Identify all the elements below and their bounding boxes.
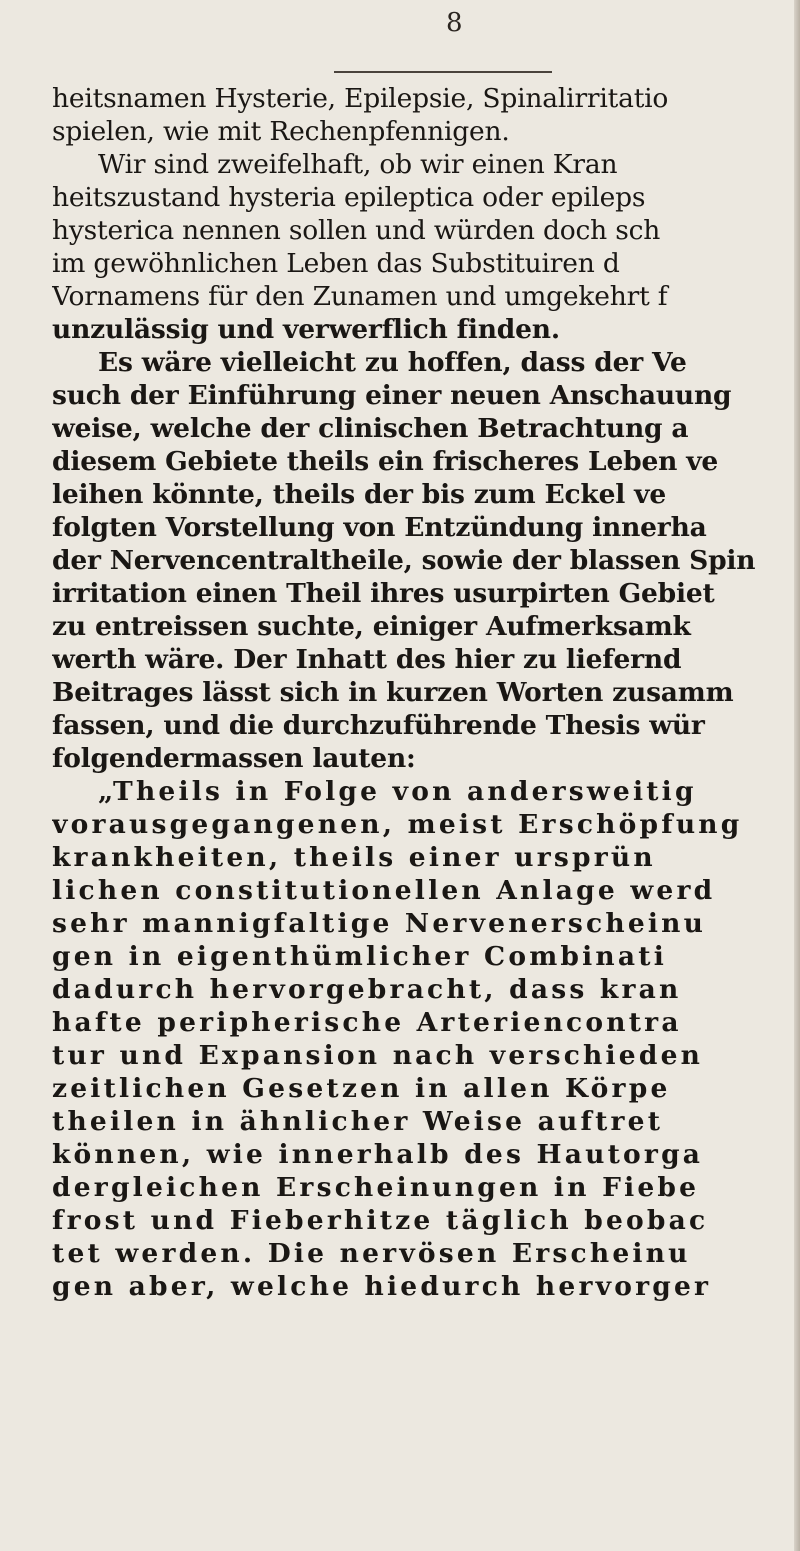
- text-line: sehr mannigfaltige Nervenerscheinu: [52, 908, 707, 939]
- text-line: krankheiten, theils einer ursprün: [52, 842, 656, 873]
- text-line: spielen, wie mit Rechenpfennigen.: [52, 116, 510, 147]
- text-line: Es wäre vielleicht zu hoffen, dass der Ve: [98, 347, 687, 378]
- text-line: vorausgegangenen, meist Erschöpfung: [52, 809, 743, 840]
- text-line: lichen constitutionellen Anlage werd: [52, 875, 716, 906]
- text-line: im gewöhnlichen Leben das Substituiren d: [52, 248, 620, 279]
- text-line: Vornamens für den Zunamen und umgekehrt f: [52, 281, 668, 312]
- text-line: folgendermassen lauten:: [52, 743, 416, 774]
- text-line: leihen könnte, theils der bis zum Eckel ve: [52, 479, 666, 510]
- text-line: tur und Expansion nach verschieden: [52, 1040, 704, 1071]
- page-number: 8: [446, 8, 463, 38]
- text-line: Beitrages lässt sich in kurzen Worten zusamm: [52, 677, 734, 708]
- header-rule: [334, 71, 552, 73]
- text-line: fassen, und die durchzuführende Thesis wür: [52, 710, 705, 741]
- text-line: „Theils in Folge von andersweitig: [98, 776, 697, 807]
- text-line: unzulässig und verwerflich finden.: [52, 314, 560, 345]
- text-line: zu entreissen suchte, einiger Aufmerksamk: [52, 611, 691, 642]
- text-line: diesem Gebiete theils ein frischeres Leben ve: [52, 446, 719, 477]
- text-line: der Nervencentraltheile, sowie der blassen Spin: [52, 545, 756, 576]
- text-line: hafte peripherische Arteriencontra: [52, 1007, 682, 1038]
- text-line: können, wie innerhalb des Hautorga: [52, 1139, 704, 1170]
- text-line: gen in eigenthümlicher Combinati: [52, 941, 667, 972]
- text-line: gen aber, welche hiedurch hervorger: [52, 1271, 712, 1302]
- body-text: [52, 82, 800, 1422]
- text-line: such der Einführung einer neuen Anschauung: [52, 380, 732, 411]
- text-line: hysterica nennen sollen und würden doch sch: [52, 215, 661, 246]
- text-line: frost und Fieberhitze täglich beobac: [52, 1205, 709, 1236]
- text-line: tet werden. Die nervösen Erscheinu: [52, 1238, 691, 1269]
- text-line: folgten Vorstellung von Entzündung innerha: [52, 512, 707, 543]
- text-line: dadurch hervorgebracht, dass kran: [52, 974, 682, 1005]
- text-line: zeitlichen Gesetzen in allen Körpe: [52, 1073, 671, 1104]
- text-line: heitsnamen Hysterie, Epilepsie, Spinalirritatio: [52, 83, 669, 114]
- text-line: weise, welche der clinischen Betrachtung a: [52, 413, 689, 444]
- text-line: dergleichen Erscheinungen in Fiebe: [52, 1172, 700, 1203]
- page-edge-shadow: [794, 0, 800, 1551]
- text-line: theilen in ähnlicher Weise auftret: [52, 1106, 664, 1137]
- text-line: irritation einen Theil ihres usurpirten Gebiet: [52, 578, 715, 609]
- text-line: heitszustand hysteria epileptica oder epileps: [52, 182, 646, 213]
- text-line: Wir sind zweifelhaft, ob wir einen Kran: [98, 149, 618, 180]
- text-line: werth wäre. Der Inhatt des hier zu liefernd: [52, 644, 682, 675]
